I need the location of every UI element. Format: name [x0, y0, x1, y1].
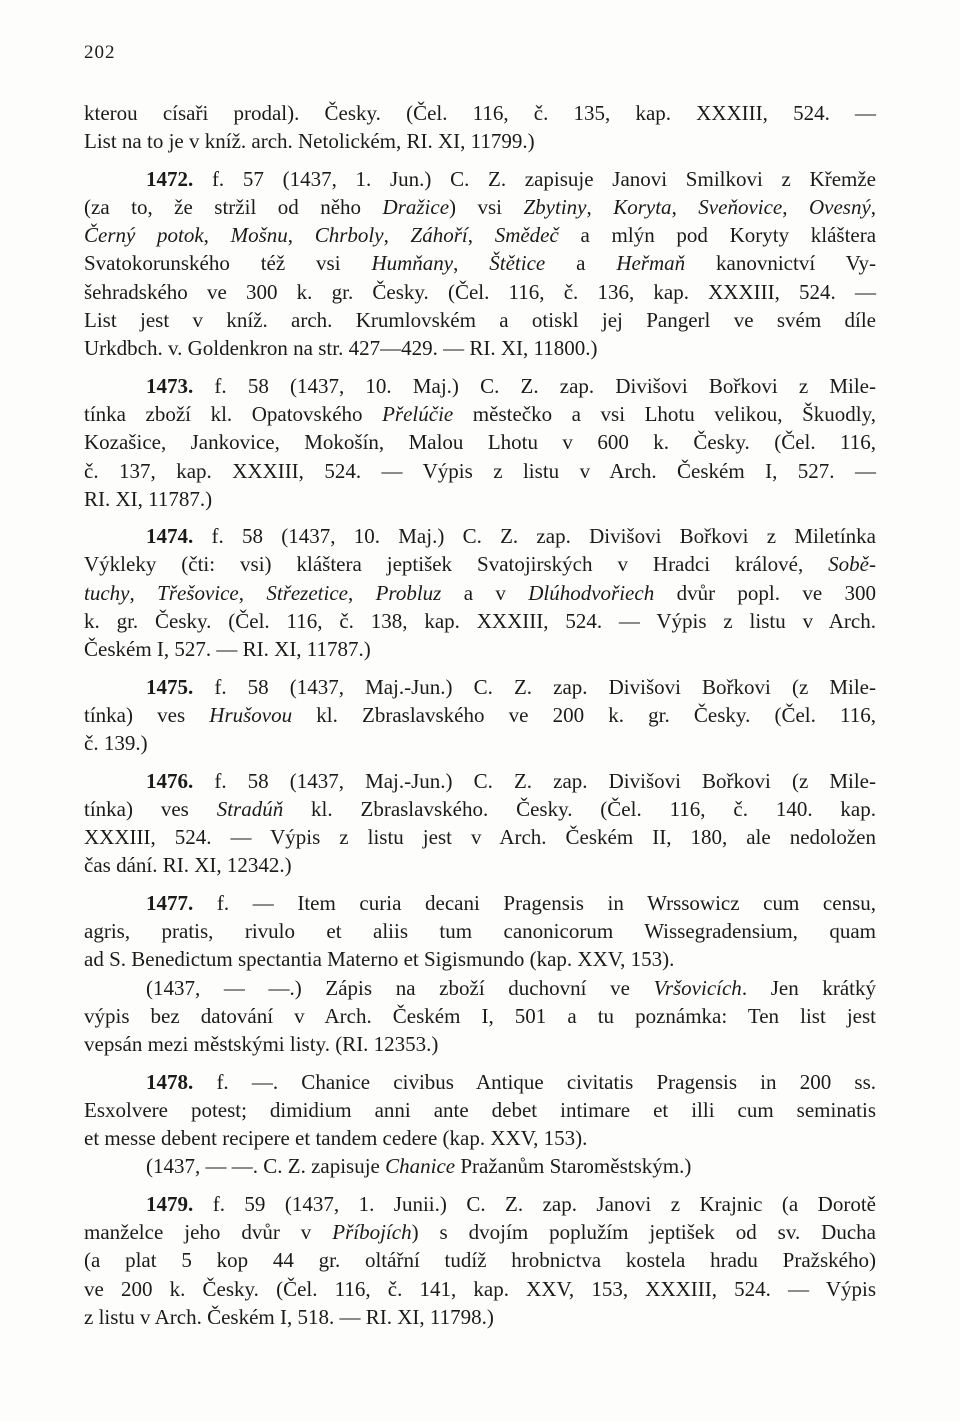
text-segment: šehradského ve 300 k. gr. Česky. (Čel. 116, č. 136, kap. XXXIII, 524. —	[84, 279, 876, 304]
text-line	[84, 400, 876, 428]
text-line	[84, 1030, 876, 1058]
text-segment: ,	[129, 580, 158, 605]
text-line	[84, 1068, 876, 1096]
entry-paragraph	[84, 165, 876, 363]
place-name: Střezetice	[266, 580, 348, 605]
place-name: Zbytiny	[523, 194, 587, 219]
place-name: Sobě-	[828, 552, 876, 577]
entry-paragraph	[84, 99, 876, 156]
text-line	[84, 1096, 876, 1124]
text-line	[84, 428, 876, 456]
place-name: Smědeč	[494, 223, 559, 248]
text-line	[84, 729, 876, 757]
entry-number: 1473.	[146, 373, 194, 398]
text-segment: tínka) ves	[84, 796, 217, 821]
text-line	[84, 607, 876, 635]
text-segment: (1437, — —. C. Z. zapisuje	[146, 1154, 386, 1179]
text-line	[84, 635, 876, 663]
text-segment: f. 58 (1437, Maj.-Jun.) C. Z. zap. Divišovi Bořkovi (z Mile-	[193, 768, 876, 793]
text-segment: f. 58 (1437, Maj.-Jun.) C. Z. zap. Divišovi Bořkovi (z Mile-	[193, 674, 876, 699]
text-segment: ,	[782, 194, 809, 219]
entry-paragraph	[84, 1190, 876, 1331]
text-segment: f. —. Chanice civibus Antique civitatis Pragensis in 200 ss.	[193, 1069, 876, 1094]
place-name: Záhoří	[410, 223, 468, 248]
text-segment: ,	[467, 223, 495, 248]
text-segment: f. 59 (1437, 1. Junii.) C. Z. zap. Janovi z Krajnic (a Dorotě	[193, 1191, 876, 1216]
text-segment: ,	[287, 223, 315, 248]
text-segment: ) s dvojím poplužím jeptišek od sv. Ducha	[411, 1219, 876, 1244]
text-segment: výpis bez datování v Arch. Českém I, 501 a tu poznámka: Ten list jest	[84, 1003, 876, 1028]
place-name: Vršovicích	[653, 975, 742, 1000]
text-line	[84, 193, 876, 221]
text-line	[84, 457, 876, 485]
text-line	[84, 372, 876, 400]
text-segment: ,	[238, 580, 267, 605]
text-segment: agris, pratis, rivulo et aliis tum canonicorum Wissegradensium, quam	[84, 919, 876, 944]
text-segment: f. 58 (1437, 10. Maj.) C. Z. zap. Divišovi Bořkovi z Mile-	[193, 373, 876, 398]
text-line	[84, 249, 876, 277]
text-segment: ,	[586, 194, 614, 219]
place-name: Probluz	[375, 580, 442, 605]
text-line	[84, 165, 876, 193]
text-line	[84, 550, 876, 578]
text-line	[84, 974, 876, 1002]
place-name: Stradúň	[216, 796, 284, 821]
text-segment: kl. Zbraslavského ve 200 k. gr. Česky. (Čel. 116,	[292, 702, 876, 727]
text-segment: ,	[348, 580, 376, 605]
text-segment: et messe debent recipere et tandem cedere (kap. XXV, 153).	[84, 1126, 588, 1151]
place-name: Ovesný	[808, 194, 871, 219]
text-segment: List jest v kníž. arch. Krumlovském a otiskl jej Pangerl ve svém díle	[84, 308, 876, 333]
text-block	[84, 99, 876, 1331]
text-line	[84, 851, 876, 879]
entry-number: 1479.	[146, 1191, 194, 1216]
text-line	[84, 221, 876, 249]
text-segment: kl. Zbraslavského. Česky. (Čel. 116, č. 140. kap.	[283, 796, 876, 821]
entry-number: 1474.	[146, 524, 194, 549]
text-segment: kterou císaři prodal). Česky. (Čel. 116, č. 135, kap. XXXIII, 524. —	[84, 101, 876, 125]
entry-number: 1475.	[146, 674, 194, 699]
text-segment: a v	[441, 580, 529, 605]
text-line	[84, 127, 876, 155]
text-line	[84, 522, 876, 550]
text-segment: dvůr popl. ve 300	[654, 580, 877, 605]
text-segment: List na to je v kníž. arch. Netolickém, RI. XI, 11799.)	[84, 129, 535, 154]
place-name: Třešovice	[157, 580, 239, 605]
text-segment: městečko a vsi Lhotu velikou, Škuodly,	[453, 401, 876, 426]
place-name: Hrušovou	[209, 702, 293, 727]
text-segment: k. gr. Česky. (Čel. 116, č. 138, kap. XXXIII, 524. — Výpis z listu v Arch.	[84, 609, 876, 634]
place-name: Mošnu	[230, 223, 288, 248]
text-segment: manželce jeho dvůr v	[84, 1219, 333, 1244]
page-number: 202	[84, 42, 116, 63]
text-line	[84, 278, 876, 306]
text-line	[84, 795, 876, 823]
place-name: tuchy	[84, 580, 130, 605]
text-segment: Výkleky (čti: vsi) kláštera jeptišek Svatojirských v Hradci králové,	[84, 552, 829, 577]
text-line	[84, 1218, 876, 1246]
text-segment: Českém I, 527. — RI. XI, 11787.)	[84, 637, 371, 662]
text-line	[84, 1152, 876, 1180]
entry-number: 1478.	[146, 1069, 194, 1094]
text-line	[84, 485, 876, 513]
text-line	[84, 917, 876, 945]
place-name: Příbojích	[332, 1219, 412, 1244]
entry-number: 1476.	[146, 768, 194, 793]
text-segment: č. 139.)	[84, 731, 148, 756]
entry-paragraph	[84, 974, 876, 1059]
entry-paragraph	[84, 767, 876, 880]
text-line	[84, 334, 876, 362]
place-name: Humňany	[371, 251, 454, 276]
text-segment: Kozašice, Jankovice, Mokošín, Malou Lhotu v 600 k. Česky. (Čel. 116,	[84, 430, 876, 455]
text-segment: XXXIII, 524. — Výpis z listu jest v Arch. Českém II, 180, ale nedoložen	[84, 825, 876, 850]
text-line	[84, 945, 876, 973]
text-line	[84, 579, 876, 607]
place-name: Sveňovice	[698, 194, 783, 219]
text-segment: ,	[453, 251, 490, 276]
entry-paragraph	[84, 1068, 876, 1153]
place-name: Černý potok	[84, 223, 204, 248]
text-line	[84, 1275, 876, 1303]
text-line	[84, 889, 876, 917]
text-segment: tínka) ves	[84, 702, 210, 727]
entry-paragraph	[84, 522, 876, 663]
place-name: Dražice	[382, 194, 450, 219]
text-segment: ve 200 k. Česky. (Čel. 116, č. 141, kap. XXV, 153, XXXIII, 524. — Výpis	[84, 1276, 876, 1301]
text-segment: (za to, že stržil od něho	[84, 194, 383, 219]
text-segment: . Jen krátký	[741, 975, 876, 1000]
text-line	[84, 1246, 876, 1274]
text-segment: čas dání. RI. XI, 12342.)	[84, 853, 292, 878]
text-line	[84, 306, 876, 334]
text-line	[84, 673, 876, 701]
text-segment: vepsán mezi městskými listy. (RI. 12353.)	[84, 1032, 439, 1057]
text-segment: f. 58 (1437, 10. Maj.) C. Z. zap. Divišovi Bořkovi z Miletínka	[193, 524, 876, 549]
text-segment: ad S. Benedictum spectantia Materno et Sigismundo (kap. XXV, 153).	[84, 947, 675, 972]
text-line	[84, 701, 876, 729]
entry-paragraph	[84, 673, 876, 758]
text-segment: ) vsi	[449, 194, 524, 219]
text-segment: ,	[383, 223, 411, 248]
text-segment: č. 137, kap. XXXIII, 524. — Výpis z listu v Arch. Českém I, 527. —	[84, 458, 876, 483]
place-name: Chanice	[385, 1154, 456, 1179]
entry-paragraph	[84, 889, 876, 974]
entry-paragraph	[84, 1152, 876, 1180]
entry-number: 1472.	[146, 166, 194, 191]
text-line	[84, 1124, 876, 1152]
entry-number: 1477.	[146, 890, 194, 915]
text-segment: Esxolvere potest; dimidium anni ante debet intimare et illi cum seminatis	[84, 1097, 876, 1122]
text-line	[84, 1002, 876, 1030]
place-name: Chrboly	[314, 223, 384, 248]
place-name: Přelúčie	[382, 401, 454, 426]
text-line	[84, 99, 876, 127]
text-segment: Pražanům Staroměstským.)	[455, 1154, 692, 1179]
place-name: Dlúhodvořiech	[528, 580, 655, 605]
text-line	[84, 1303, 876, 1331]
text-segment: ,	[203, 223, 231, 248]
place-name: Štětice	[489, 251, 546, 276]
place-name: Koryta	[613, 194, 672, 219]
text-segment: f. — Item curia decani Pragensis in Wrssowicz cum censu,	[193, 890, 876, 915]
text-segment: tínka zboží kl. Opatovského	[84, 401, 383, 426]
text-segment: RI. XI, 11787.)	[84, 486, 213, 511]
text-segment: (a plat 5 kop 44 gr. oltářní tudíž hrobnictva kostela hradu Pražského)	[84, 1248, 876, 1273]
text-segment: f. 57 (1437, 1. Jun.) C. Z. zapisuje Janovi Smilkovi z Křemže	[193, 166, 876, 191]
text-segment: (1437, — —.) Zápis na zboží duchovní ve	[146, 975, 654, 1000]
text-segment: Svatokorunského též vsi	[84, 251, 372, 276]
text-segment: ,	[870, 194, 877, 219]
entry-paragraph	[84, 372, 876, 513]
place-name: Heřmaň	[616, 251, 686, 276]
text-segment: kanovnictví Vy-	[685, 251, 876, 276]
text-line	[84, 823, 876, 851]
text-segment: z listu v Arch. Českém I, 518. — RI. XI, 11798.)	[84, 1304, 494, 1329]
text-segment: Urkdbch. v. Goldenkron na str. 427—429. — RI. XI, 11800.)	[84, 336, 598, 361]
text-line	[84, 1190, 876, 1218]
text-segment: a mlýn pod Koryty kláštera	[558, 223, 877, 248]
text-line	[84, 767, 876, 795]
text-segment: ,	[671, 194, 699, 219]
text-segment: a	[545, 251, 617, 276]
